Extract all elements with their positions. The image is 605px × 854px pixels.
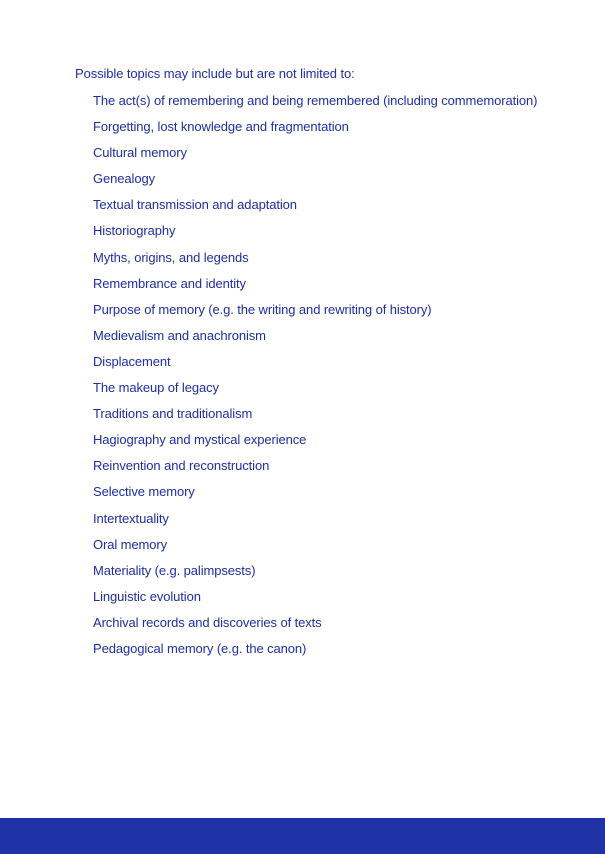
list-item: Myths, origins, and legends	[93, 249, 249, 265]
list-item: Selective memory	[93, 484, 195, 500]
list-item: Forgetting, lost knowledge and fragmentation	[93, 119, 349, 135]
list-item: Intertextuality	[93, 510, 169, 526]
list-item: Archival records and discoveries of texts	[93, 614, 322, 630]
list-item: Cultural memory	[93, 145, 187, 161]
topic-list	[93, 92, 537, 666]
list-item: The act(s) of remembering and being remembered (including commemoration)	[93, 93, 538, 108]
list-item: Medievalism and anachronism	[93, 327, 266, 343]
footer-band	[0, 818, 605, 854]
list-item: Historiography	[93, 223, 176, 239]
list-item: Displacement	[93, 353, 171, 369]
list-item: Purpose of memory (e.g. the writing and rewriting of history)	[93, 301, 432, 317]
list-item: Hagiography and mystical experience	[93, 432, 307, 448]
topics-intro: Possible topics may include but are not limited to:	[75, 66, 355, 81]
list-item: Pedagogical memory (e.g. the canon)	[93, 640, 307, 656]
list-item: Materiality (e.g. palimpsests)	[93, 562, 256, 578]
list-item: Textual transmission and adaptation	[93, 197, 297, 213]
list-item: Traditions and traditionalism	[93, 406, 253, 422]
list-item: Linguistic evolution	[93, 588, 201, 604]
list-item: Oral memory	[93, 536, 168, 552]
list-item: Reinvention and reconstruction	[93, 458, 270, 474]
list-item: Remembrance and identity	[93, 275, 246, 291]
list-item: The makeup of legacy	[93, 380, 219, 396]
list-item: Genealogy	[93, 171, 155, 187]
